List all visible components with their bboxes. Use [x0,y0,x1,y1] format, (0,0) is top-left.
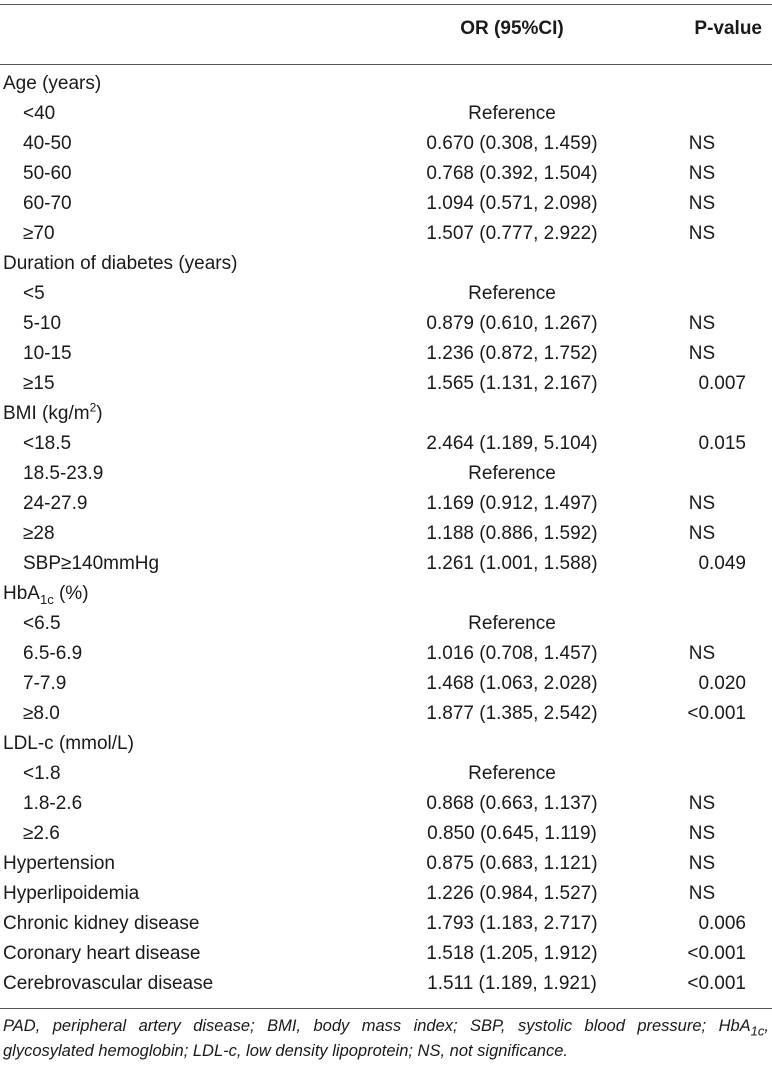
row-or-value: 0.868 (0.663, 1.137) [426,793,598,814]
row-label: <40 [23,103,56,124]
table-row [0,729,772,759]
table-header-rule [0,64,772,65]
row-label: Hypertension [3,853,115,874]
table-row [0,429,772,459]
row-label: Chronic kidney disease [3,913,200,934]
row-label: 40-50 [23,133,72,154]
row-p-value: <0.001 [687,973,746,994]
row-or-value: 1.094 (0.571, 2.098) [426,193,598,214]
row-label: 24-27.9 [23,493,88,514]
table-row [0,969,772,999]
row-p-value: NS [688,223,716,244]
table-row [0,669,772,699]
table-row [0,459,772,489]
table-row [0,219,772,249]
row-label: <1.8 [23,763,61,784]
row-label: Duration of diabetes (years) [3,253,238,274]
row-label: ≥70 [23,223,55,244]
table-row [0,609,772,639]
row-or-value: Reference [468,103,556,124]
table-row [0,789,772,819]
table-bottom-rule [0,1008,772,1009]
row-p-value: NS [688,523,716,544]
row-p-value: NS [688,823,716,844]
row-or-value: Reference [468,613,556,634]
table-row [0,939,772,969]
row-or-value: 1.877 (1.385, 2.542) [426,703,598,724]
row-or-value: 0.875 (0.683, 1.121) [426,853,598,874]
table-row [0,249,772,279]
row-label: BMI $(kg/m^2)$ [3,400,103,424]
table-row [0,699,772,729]
table-row [0,639,772,669]
row-label: ≥8.0 [23,703,60,724]
row-p-value: 0.020 [698,673,746,694]
table-row [0,819,772,849]
row-label: 1.8-2.6 [23,793,83,814]
table-row [0,189,772,219]
table-row [0,99,772,129]
table-row [0,129,772,159]
row-p-value: NS [688,193,716,214]
footnote-subscript: 1c [750,1023,765,1039]
row-p-value: NS [688,883,716,904]
row-or-value: 1.518 (1.205, 1.912) [426,943,598,964]
row-or-value: 1.016 (0.708, 1.457) [426,643,598,664]
footnote-part-1: PAD, peripheral artery disease; BMI, body mass index; SBP, systolic blood pressure; HbA [3,1017,751,1035]
row-p-value: <0.001 [687,943,746,964]
column-header-or: OR (95%CI) [460,18,564,39]
row-or-value: 1.169 (0.912, 1.497) [426,493,598,514]
row-or-value: 0.670 (0.308, 1.459) [426,133,598,154]
row-or-value: 0.879 (0.610, 1.267) [426,313,598,334]
row-or-value: Reference [468,283,556,304]
row-label: ≥28 [23,523,55,544]
row-label: 7-7.9 [23,673,67,694]
row-or-value: 1.188 (0.886, 1.592) [426,523,598,544]
row-label: Coronary heart disease [3,943,201,964]
row-or-value: 0.768 (0.392, 1.504) [426,163,598,184]
row-label: 5-10 [23,313,62,334]
row-label: HbA$_{1c}$ (%) [3,583,89,607]
row-label: 50-60 [23,163,72,184]
row-p-value: NS [688,343,716,364]
row-or-value: 0.850 (0.645, 1.119) [427,823,597,844]
row-label: ≥15 [23,373,55,394]
table-row [0,879,772,909]
row-label: Hyperlipoidemia [3,883,140,904]
footnote-part-2: , glycosylated hemoglobin; LDL-c, low density lipoprotein; NS, not significance. [3,1017,769,1060]
row-or-value: 1.236 (0.872, 1.752) [426,343,598,364]
row-p-value: 0.015 [698,433,746,454]
table-row [0,399,772,429]
table-row [0,759,772,789]
row-label: <6.5 [23,613,61,634]
table-top-rule [0,4,772,5]
row-or-value: 1.468 (1.063, 2.028) [426,673,598,694]
row-or-value: 1.511 (1.189, 1.921) [427,973,597,994]
row-label: ≥2.6 [23,823,60,844]
row-p-value: NS [688,643,716,664]
table-row [0,579,772,609]
row-or-value: 1.507 (0.777, 2.922) [426,223,598,244]
table-row [0,279,772,309]
row-label: 60-70 [23,193,72,214]
row-label: Age (years) [3,73,102,94]
row-or-value: 2.464 (1.189, 5.104) [426,433,598,454]
row-label: 18.5-23.9 [23,463,104,484]
row-or-value: 1.226 (0.984, 1.527) [426,883,598,904]
row-or-value: 1.565 (1.131, 2.167) [426,373,598,394]
row-or-value: 1.793 (1.183, 2.717) [426,913,598,934]
table-row [0,339,772,369]
row-p-value: NS [688,163,716,184]
row-p-value: 0.007 [698,373,746,394]
row-p-value: NS [688,133,716,154]
row-or-value: Reference [468,763,556,784]
column-header-p-value: P-value [694,18,762,39]
row-label: 6.5-6.9 [23,643,83,664]
row-p-value: NS [688,313,716,334]
table-row [0,369,772,399]
table-row [0,309,772,339]
row-label: LDL-c (mmol/L) [3,733,134,754]
table-row [0,159,772,189]
row-label: Cerebrovascular disease [3,973,214,994]
row-p-value: 0.006 [698,913,746,934]
row-label: SBP≥140mmHg [23,553,160,574]
table-row [0,489,772,519]
table-row [0,849,772,879]
row-p-value: NS [688,793,716,814]
row-p-value: <0.001 [687,703,746,724]
table-footnote [3,1014,769,1064]
table-row [0,549,772,579]
table-body [0,69,772,999]
row-label: 10-15 [23,343,72,364]
table-row [0,519,772,549]
row-label: <18.5 [23,433,72,454]
row-p-value: 0.049 [698,553,746,574]
row-or-value: 1.261 (1.001, 1.588) [426,553,598,574]
row-p-value: NS [688,493,716,514]
table-row [0,909,772,939]
row-or-value: Reference [468,463,556,484]
row-label: <5 [23,283,45,304]
table-row [0,69,772,99]
row-p-value: NS [688,853,716,874]
